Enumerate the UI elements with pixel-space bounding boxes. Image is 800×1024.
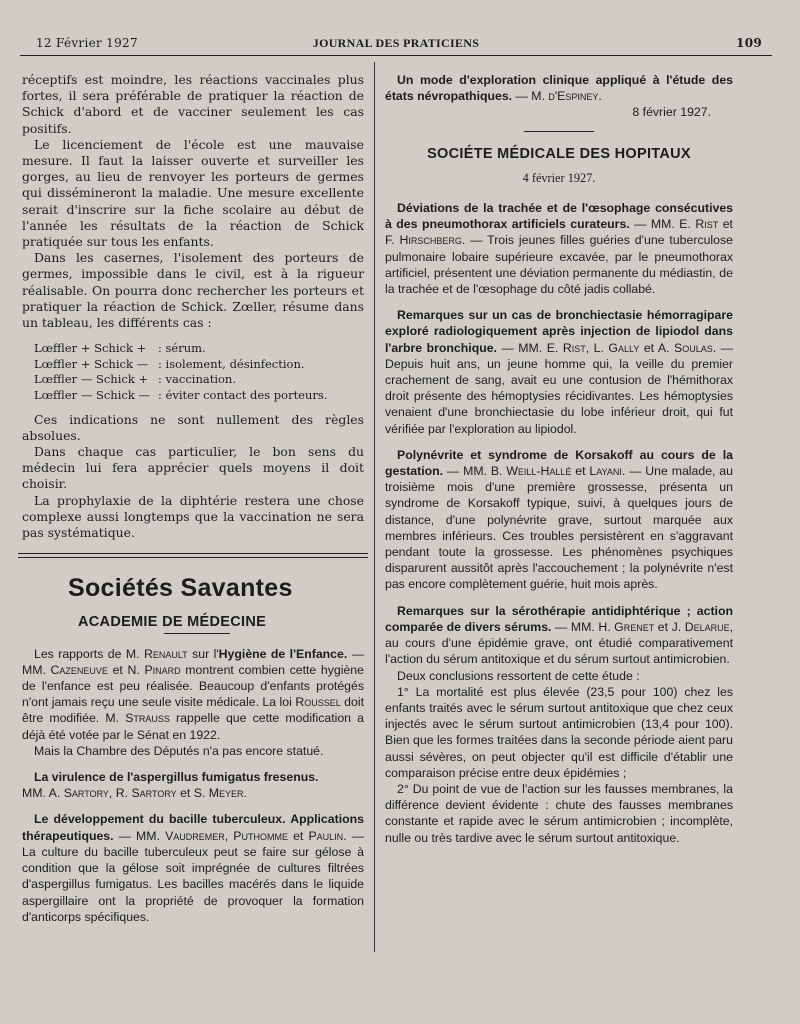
report-item: Déviations de la trachée et de l'œsophage consécutives à des pneumothorax artificiels curateurs. — MM. E. Rist et F. Hirschberg. — Trois jeunes filles guéries d'une tuberculose pulmonaire lobaire supérieure excavée, par le pneumothorax artificiel, présentent une déviation permanente du médiastin, de la trachée et de l'œsophage du côté jadis collabé.: [385, 201, 733, 297]
section-title: Sociétés Savantes: [68, 574, 293, 603]
table-value: : vaccination.: [158, 372, 236, 387]
report-date: 8 février 1927.: [632, 105, 711, 120]
report-item: Polynévrite et syndrome de Korsakoff au cours de la gestation. — MM. B. Weill-Hallé et Layani. — Une malade, au troisième mois d'une première grossesse, présenta un syndrome de Korsakoff typique, suivi, à quelques jours de distance, d'une polynévrite grave, surtout marquée aux membres inférieurs. Ces troubles persistèrent en s'aggravant pendant toute la grossesse. Les phénomènes psychiques disparurent aussitôt après l'accouchement ; la polynévrite n'est pas encore complètement guérie, huit mois après.: [385, 447, 733, 592]
table-key: Lœffler + Schick +: [34, 341, 147, 356]
academy-reports: [22, 646, 364, 925]
section-divider: [18, 553, 368, 558]
paragraph: 1° La mortalité est plus élevée (23,5 pour 100) chez les enfants traités avec le sérum surtout antitoxique que chez ceux injectés avec le sérum surtout antimicrobien (13,4 pour 100). Bien que les formes traitées dans la seconde période aient paru aussi sévères, on peut objecter qu'il est difficile d'établir une comparaison précise entre deux épidémies ;: [385, 684, 733, 780]
table-row: [34, 372, 364, 388]
header-rule: [20, 55, 772, 56]
header-date: 12 Février 1927: [36, 36, 138, 50]
left-column: [22, 72, 364, 925]
table-key: Lœffler — Schick +: [34, 372, 149, 387]
paragraph: Deux conclusions ressortent de cette étude :: [397, 668, 640, 683]
society-title: SOCIÉTE MÉDICALE DES HOPITAUX: [427, 145, 691, 162]
table-value: : isolement, désinfection.: [158, 356, 305, 371]
right-column: [385, 72, 733, 846]
journal-title: JOURNAL DES PRATICIENS: [312, 36, 480, 50]
paragraph: réceptifs est moindre, les réactions vaccinales plus fortes, il sera préférable de pratiquer la réaction de Schick d'abord et de vacciner seulement les cas positifs.: [22, 72, 364, 136]
report-item: Un mode d'exploration clinique appliqué à l'étude des états névropathiques. — M. d'Espiney. 8 février 1927.: [385, 73, 733, 120]
table-key: Lœffler + Schick —: [34, 356, 149, 371]
table-row: [34, 388, 364, 404]
paragraph: Le licenciement de l'école est une mauvaise mesure. Il faut la laisser ouverte et surveiller les gorges, au lieu de renvoyer les porteurs de germes qui dissémineront la maladie. Une mesure excellente serait d'inscrire sur la fiche scolaire au début de l'année les résultats de la réaction de Schick pratiquée sur tous les enfants.: [22, 136, 364, 250]
title-rule: [164, 633, 230, 634]
paragraph: 2° Du point de vue de l'action sur les fausses membranes, la différence devient évidente : chute des fausses membranes constante et rapide avec le sérum antimicrobien ; incomplète, nulle ou très tardive avec le sérum surtout antitoxique.: [385, 781, 733, 845]
page-number: 109: [736, 36, 762, 50]
report-paragraph: Les rapports de M. Renault sur l'Hygiène de l'Enfance. — MM. Cazeneuve et N. Pinard montrent combien cette hygiène de l'enfance est peu réalisée. Beaucoup d'enfants protégés n'ont jamais reçu une seule visite médicale. La loi Roussel doit être modifiée. M. Strauss rappelle que cette modification a déjà été votée par le Sénat en 1922.: [22, 646, 365, 742]
report-item: La virulence de l'aspergillus fumigatus fresenus. MM. A. Sartory, R. Sartory et S. Meyer.: [22, 770, 319, 801]
column-divider: [374, 62, 375, 952]
society-date: 4 février 1927.: [522, 170, 596, 185]
paragraph: Dans les casernes, l'isolement des porteurs de germes, impossible dans le civil, est à la rigueur réalisable. On pourra donc rechercher les porteurs et pratiquer la réaction de Schick. Zœller, résume dans un tableau, les différents cas :: [22, 250, 364, 331]
table-key: Lœffler — Schick —: [34, 388, 150, 403]
report-item: Le développement du bacille tuberculeux. Applications thérapeutiques. — MM. Vaudremer, Puthomme et Paulin. — La culture du bacille tuberculeux peut se faire sur gélose à condition que la gélose soit imprégnée de cultures filtrées d'aspergillus fumigatus. Les bacilles macérés dans le liquide aspergillaire ont la propriété de provoquer la formation d'anticorps spécifiques.: [22, 812, 364, 924]
paragraph: Ces indications ne sont nullement des règles absolues.: [22, 411, 364, 443]
academy-title: ACADEMIE DE MÉDECINE: [78, 614, 267, 631]
paragraph: La prophylaxie de la diphtérie restera une chose complexe aussi longtemps que la vaccination ne sera pas systématique.: [22, 492, 364, 541]
report-item: Remarques sur un cas de bronchiectasie hémorragipare exploré radiologiquement après injection de lipiodol dans l'arbre bronchique. — MM. E. Rist, L. Gally et A. Soulas. — Depuis huit ans, un jeune homme qui, la veille du premier crachement de sang, avait eu une contusion de l'hémithorax droit présente des hémoptysies récidivantes. Les hémoptysies venaient d'une bronchiectasie du lobe inférieur droit, qui fut vérifiée par l'exploration au lipiodol.: [385, 308, 733, 436]
report-item: Remarques sur la sérothérapie antidiphtérique ; action comparée de divers sérums. — MM. H. Grenet et J. Delarue, au cours d'une épidémie grave, ont étudié comparativement l'action du sérum antitoxique et du sérum surtout antimicrobien. Deux conclusions ressortent de cette étude : 1° La mortalité est plus élevée (23,5 pour 100) chez les enfants traités avec le sérum surtout antitoxique que chez ceux injectés avec le sérum surtout antimicrobien (13,4 pour 100). Bien que les formes traitées dans la seconde période aient paru aussi sévères, on peut objecter qu'il est difficile d'établir une comparaison précise entre deux épidémies ; 2° Du point de vue de l'action sur les fausses membranes, la différence devient évidente : chute des fausses membranes constante et rapide avec le sérum antimicrobien ; incomplète, nulle ou très tardive avec le sérum surtout antitoxique.: [385, 603, 733, 845]
table-value: : éviter contact des porteurs.: [158, 388, 328, 403]
page-header: [22, 36, 770, 56]
title-rule: [524, 131, 594, 132]
table-row: [34, 341, 364, 357]
paragraph: Dans chaque cas particulier, le bon sens du médecin lui fera apprécier quels moyens il doit choisir.: [22, 444, 364, 492]
schick-table: [34, 341, 364, 403]
table-value: : sérum.: [158, 341, 206, 356]
report-paragraph: Mais la Chambre des Députés n'a pas encore statué.: [34, 743, 324, 758]
table-row: [34, 357, 364, 373]
